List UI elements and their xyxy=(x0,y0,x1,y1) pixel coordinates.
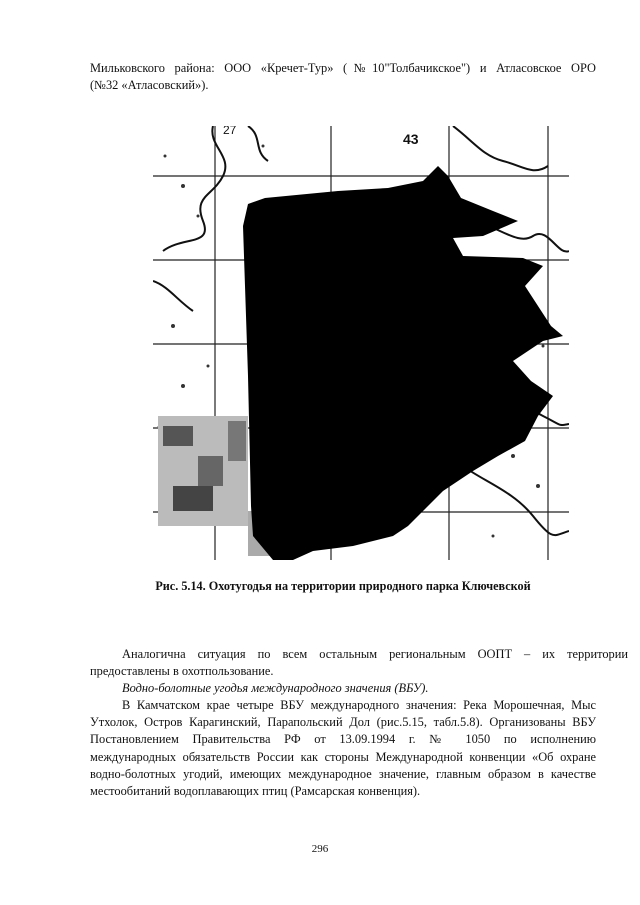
section-heading xyxy=(90,680,628,697)
paragraph-continuation xyxy=(90,663,596,680)
top-paragraph xyxy=(90,60,596,94)
text-line: Аналогична ситуация по всем остальным региональным ООПТ – их территории xyxy=(122,647,628,661)
paragraph xyxy=(90,697,596,800)
text-line: местообитаний водоплавающих птиц (Рамсарская конвенция). xyxy=(90,784,421,799)
map-image xyxy=(153,126,569,560)
hunting-grounds-map xyxy=(153,126,569,560)
text-line: предоставлены в охотпользование. xyxy=(90,664,274,678)
map-label: 27 xyxy=(223,126,237,137)
page-number: 296 xyxy=(311,843,329,855)
text-line: Постановлением Правительства РФ от 13.09.1994 г. № 1050 по исполнению xyxy=(90,732,596,747)
text-line: В Камчатском крае четыре ВБУ международного значения: Река Морошечная, Мыс xyxy=(122,698,596,712)
text-line: Водно-болотные угодья международного значения (ВБУ). xyxy=(122,681,429,695)
text-line: (№32 «Атласовский»). xyxy=(90,78,209,93)
text-line: Мильковского района: ООО «Кречет-Тур» (№10"Толбачикское") и Атласовское ОРО xyxy=(90,61,596,75)
text-line: Утхолок, Остров Карагинский, Парапольский Дол (рис.5.15, табл.5.8). Организованы ВБУ xyxy=(90,715,596,730)
text-line: водно-болотных угодий, имеющих международное значение, главным образом в качестве xyxy=(90,766,596,781)
text-line: международных обязательств России как стороны Международной конвенции «Об охране xyxy=(90,749,596,764)
map-label: 43 xyxy=(403,131,419,147)
figure-caption: Рис. 5.14. Охотугодья на территории природного парка Ключевской xyxy=(155,579,531,593)
paragraph xyxy=(90,646,628,663)
